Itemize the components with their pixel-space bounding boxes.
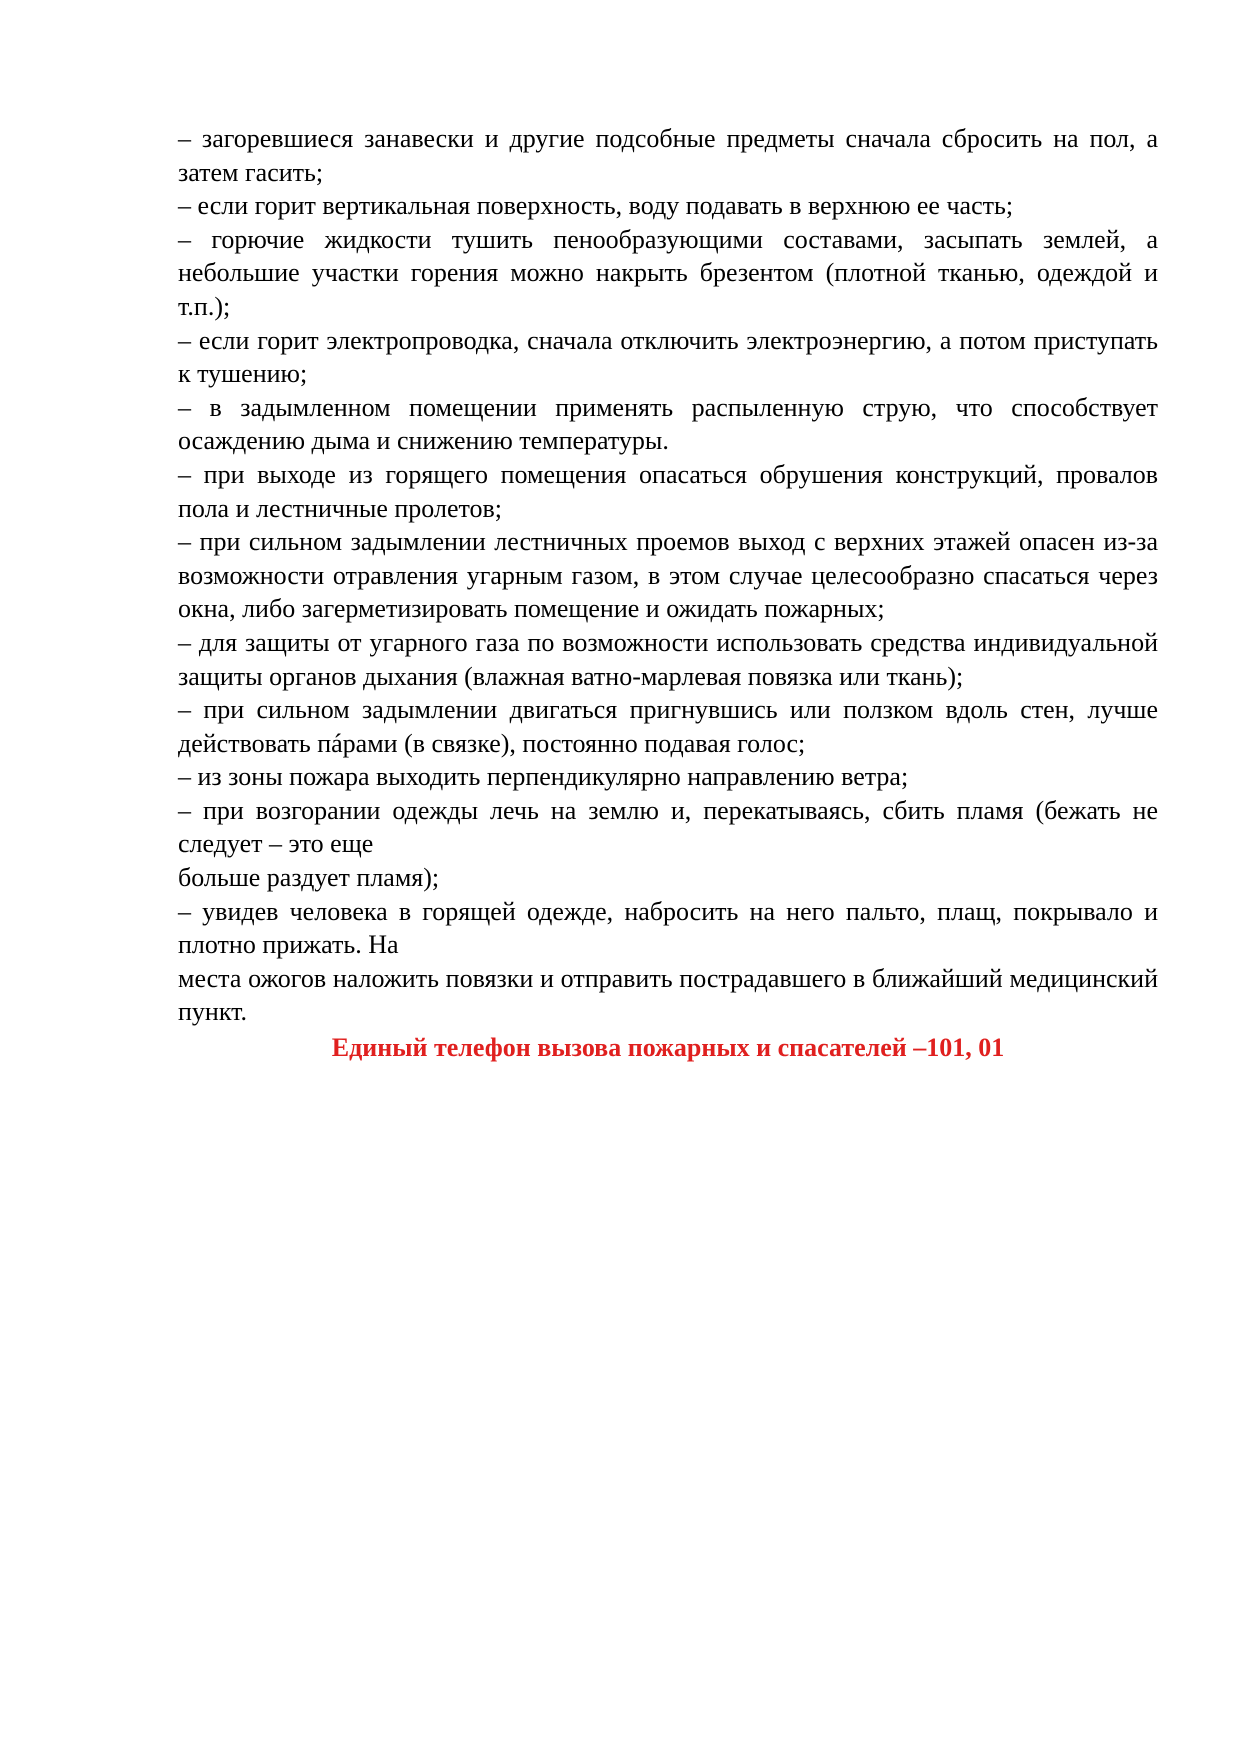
instruction-line: – горючие жидкости тушить пенообразующими составами, засыпать землей, а небольшие участки горения можно накрыть брезентом (плотной тканью, одеждой и т.п.);: [178, 224, 1158, 321]
instruction-item: [178, 760, 1158, 794]
instruction-line: – для защиты от угарного газа по возможности использовать средства индивидуальной защиты органов дыхания (влажная ватно-марлевая повязка или ткань);: [178, 627, 1158, 691]
instruction-line: – из зоны пожара выходить перпендикулярно направлению ветра;: [178, 762, 909, 792]
instruction-item: [178, 324, 1158, 391]
instruction-line: – если горит электропроводка, сначала отключить электроэнергию, а потом приступать к тушению;: [178, 325, 1158, 389]
instruction-item: [178, 458, 1158, 525]
instructions-body: [178, 122, 1158, 1065]
instruction-item: [178, 525, 1158, 626]
instruction-line: – если горит вертикальная поверхность, воду подавать в верхнюю ее часть;: [178, 191, 1014, 221]
instruction-item: [178, 189, 1158, 223]
instruction-item: [178, 895, 1158, 1029]
instruction-line: – в задымленном помещении применять распыленную струю, что способствует осаждению дыма и снижению температуры.: [178, 392, 1158, 456]
instruction-item: [178, 794, 1158, 895]
instruction-line: места ожогов наложить повязки и отправить пострадавшего в ближайший медицинский пункт.: [178, 963, 1158, 1027]
instruction-item: [178, 223, 1158, 324]
instruction-line: – при сильном задымлении лестничных проемов выход с верхних этажей опасен из-за возможности отравления угарным газом, в этом случае целесообразно спасаться через окна, либо загерметизировать помещение и ожидать пожарных;: [178, 527, 1158, 624]
emergency-hotline: Единый телефон вызова пожарных и спасателей –101, 01: [331, 1033, 1005, 1063]
instruction-item: [178, 693, 1158, 760]
instruction-line: больше раздует пламя);: [178, 863, 440, 893]
instruction-item: [178, 122, 1158, 189]
instruction-line: – при возгорании одежды лечь на землю и, перекатываясь, сбить пламя (бежать не следует – это еще: [178, 795, 1158, 859]
instruction-item: [178, 391, 1158, 458]
instruction-line: – при сильном задымлении двигаться пригнувшись или ползком вдоль стен, лучше действовать пáрами (в связке), постоянно подавая голос;: [178, 695, 1158, 758]
instruction-line: – загоревшиеся занавески и другие подсобные предметы сначала сбросить на пол, а затем гасить;: [178, 124, 1158, 187]
instruction-item: [178, 626, 1158, 693]
instruction-line: – увидев человека в горящей одежде, набросить на него пальто, плащ, покрывало и плотно прижать. На: [178, 896, 1158, 960]
instruction-line: – при выходе из горящего помещения опасаться обрушения конструкций, провалов пола и лестничные пролетов;: [178, 459, 1158, 523]
